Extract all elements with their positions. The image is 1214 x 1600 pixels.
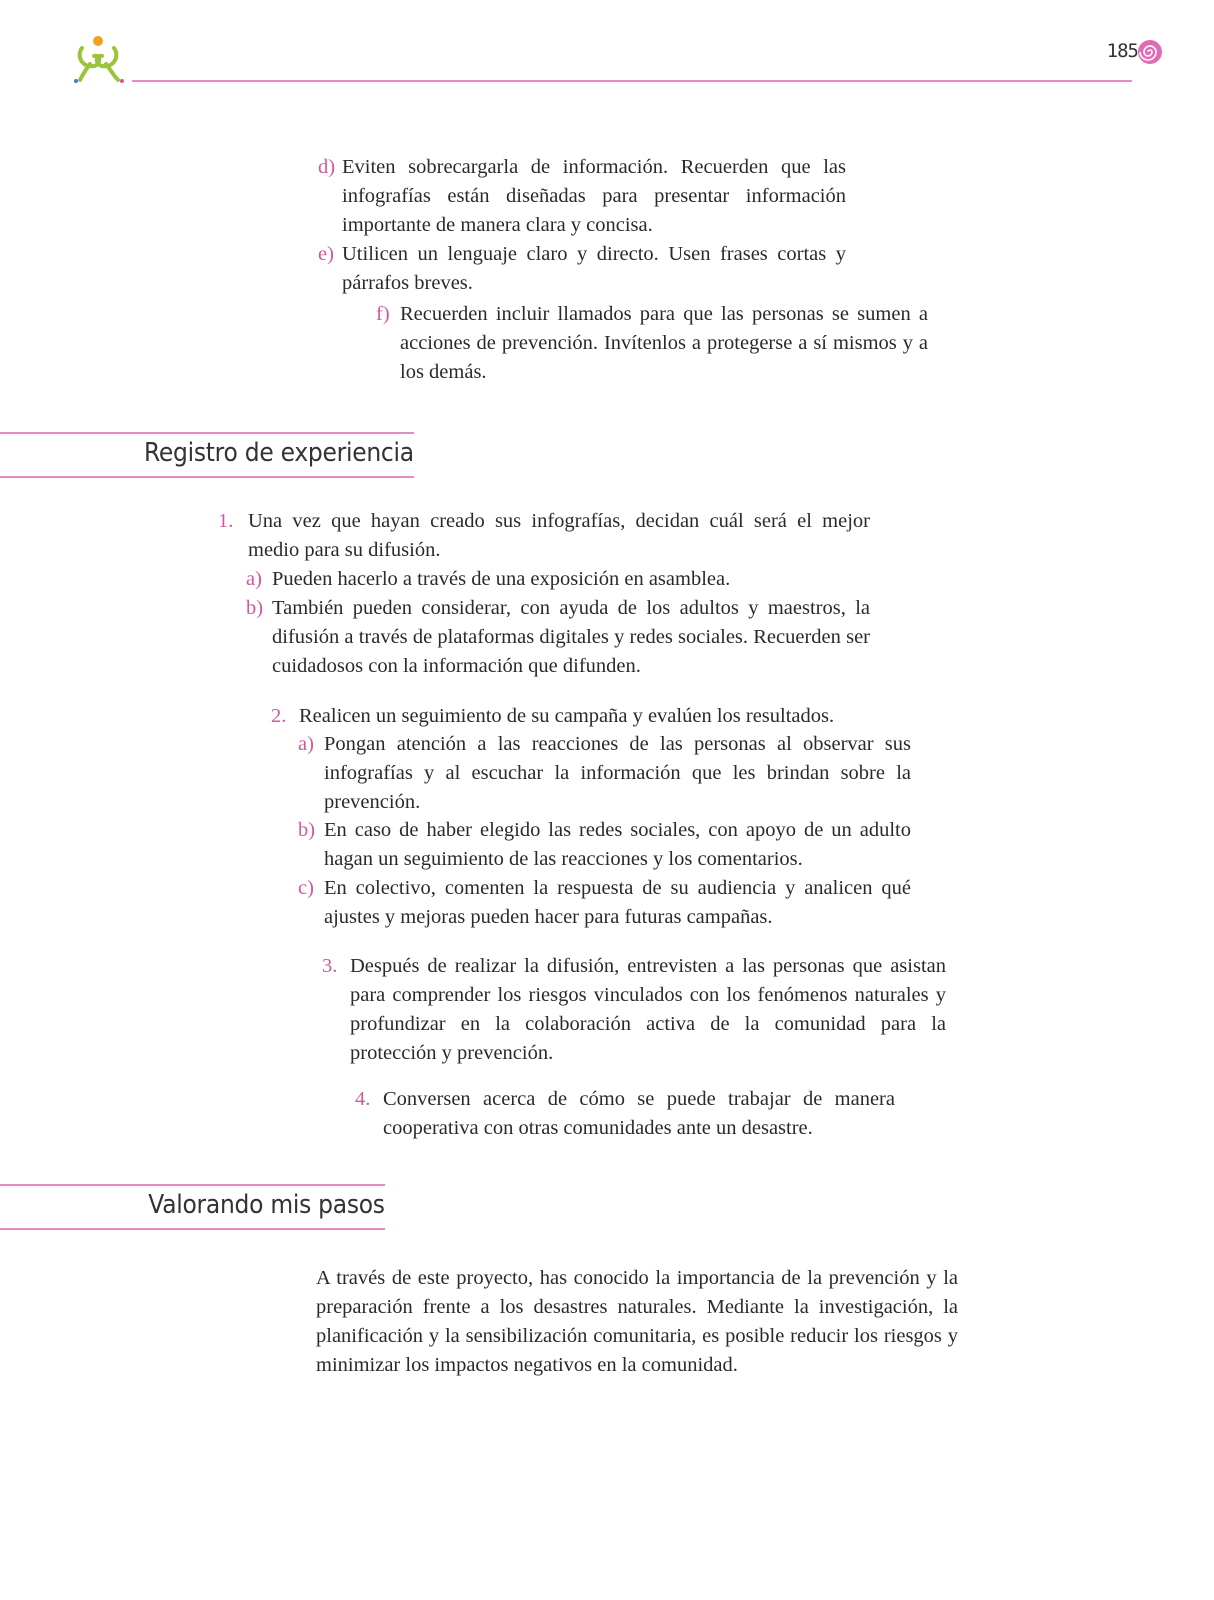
list-item-text: En caso de haber elegido las redes sociales, con apoyo de un adulto hagan un seguimiento de las reacciones y los comentarios.: [324, 819, 911, 870]
list-item: [298, 874, 911, 932]
list-item: [218, 507, 870, 565]
list-item: [298, 816, 911, 874]
list-marker: e): [318, 243, 334, 265]
section-heading-registro: [0, 432, 414, 478]
list-item: [355, 1085, 895, 1143]
list-marker: c): [298, 877, 314, 899]
list-item-text: Recuerden incluir llamados para que las personas se sumen a acciones de prevención. Invítenlos a protegerse a sí mismos y a los demás.: [400, 303, 928, 383]
list-item: [322, 952, 946, 1068]
closing-paragraph: A través de este proyecto, has conocido la importancia de la prevención y la preparación frente a los desastres naturales. Mediante la investigación, la planificación y la sensibilización comunitaria, es posible reducir los riesgos y minimizar los impactos negativos en la comunidad.: [316, 1267, 958, 1376]
list-marker: a): [298, 733, 314, 755]
list-marker: f): [376, 303, 390, 325]
section-heading-valorando: [0, 1184, 385, 1230]
list-marker: 3.: [322, 955, 338, 977]
list-item: [376, 300, 928, 387]
header-rule: [132, 80, 1132, 82]
list-item: [318, 240, 846, 298]
list-marker: b): [246, 597, 264, 619]
list-item: [246, 565, 870, 594]
spiral-ornament-icon: [1136, 38, 1164, 66]
book-logo-icon: [72, 34, 126, 84]
list-marker: 1.: [218, 510, 234, 532]
list-marker: d): [318, 156, 336, 178]
list-item-text: En colectivo, comenten la respuesta de su audiencia y analicen qué ajustes y mejoras pueden hacer para futuras campañas.: [324, 877, 911, 928]
list-item: [246, 594, 870, 681]
list-item-text: Pongan atención a las reacciones de las personas al observar sus infografías y al escuchar la información que les brindan sobre la prevención.: [324, 733, 911, 813]
list-marker: 2.: [271, 705, 287, 727]
list-item-text: También pueden considerar, con ayuda de los adultos y maestros, la difusión a través de plataformas digitales y redes sociales. Recuerden ser cuidadosos con la información que difunden.: [272, 597, 870, 677]
list-item-text: Una vez que hayan creado sus infografías, decidan cuál será el mejor medio para su difusión.: [248, 510, 870, 561]
list-marker: 4.: [355, 1088, 371, 1110]
list-item-text: Después de realizar la difusión, entrevisten a las personas que asistan para comprender los riesgos vinculados con los fenómenos naturales y profundizar en la colaboración activa de la comunidad para la protección y prevención.: [350, 955, 946, 1064]
list-item: [298, 730, 911, 817]
list-marker: a): [246, 568, 262, 590]
list-item-text: Utilicen un lenguaje claro y directo. Usen frases cortas y párrafos breves.: [342, 243, 846, 294]
list-item: [318, 153, 846, 240]
section-title: Registro de experiencia: [144, 438, 414, 468]
list-item-text: Conversen acerca de cómo se puede trabajar de manera cooperativa con otras comunidades ante un desastre.: [383, 1088, 895, 1139]
list-marker: b): [298, 819, 316, 841]
list-item-text: Realicen un seguimiento de su campaña y evalúen los resultados.: [299, 705, 835, 727]
list-item-text: Eviten sobrecargarla de información. Recuerden que las infografías están diseñadas para presentar información importante de manera clara y concisa.: [342, 156, 846, 236]
list-item-text: Pueden hacerlo a través de una exposición en asamblea.: [272, 568, 731, 590]
page-number: 185: [1106, 40, 1138, 62]
section-title: Valorando mis pasos: [148, 1190, 385, 1220]
list-item: [271, 702, 911, 731]
